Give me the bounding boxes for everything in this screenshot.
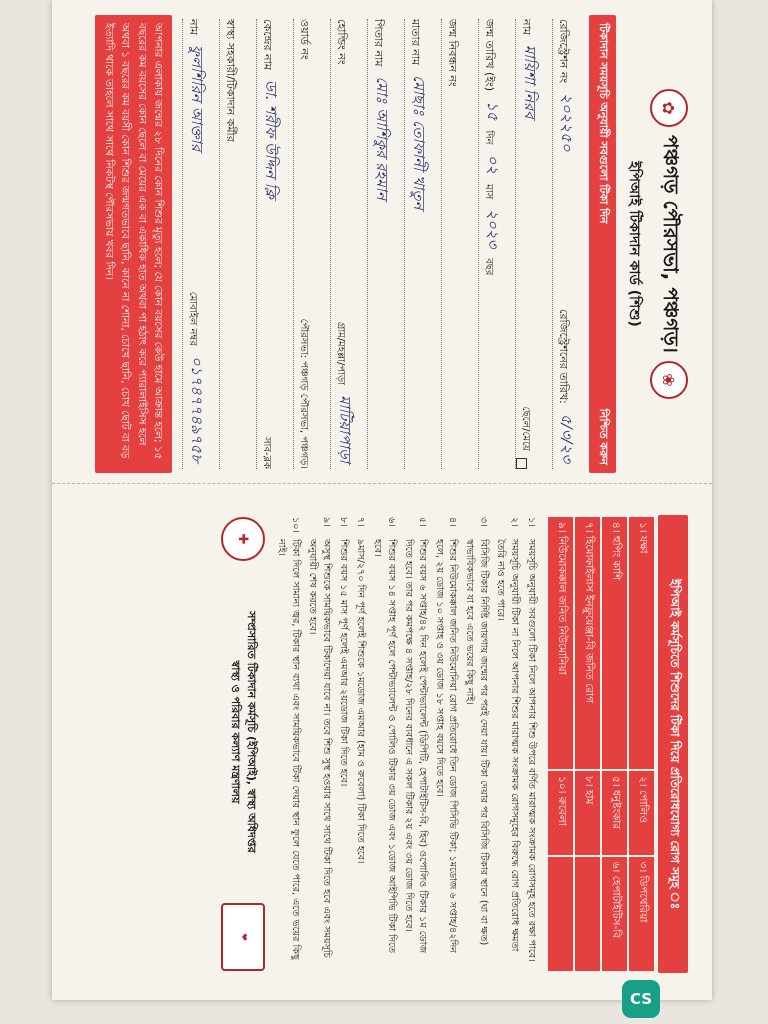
fold-line [52,483,712,484]
reg-label: রেজিস্ট্রেশন নং [557,19,570,84]
disease-cell [574,856,601,972]
contact-row [182,19,213,469]
municipality-seal-icon: ✿ [650,89,688,127]
mother-value: মোছাঃ তোফানী খাতুন [410,75,428,210]
mother-label: মাতার নাম [409,19,422,66]
list-item [275,517,303,971]
step-number: ৯। [321,517,333,527]
mobile-value: ০১৭৪৭৭৪৯৭৫৮ [188,355,206,463]
contact-name-label: নাম [187,19,200,35]
warning-box: আপনার এলাকায় জন্মের ২৮ দিনের কোন শিশুর মৃত্যু হলে; যে কোন বয়সের কেউ হামে আক্রান্ত হলে; ১৫ বছরের কম বয়সের কোন ছেলে বা মেয়ের এক বা একাধিক হাত অথবা পা হঠাৎ করে প্যারালাইসিস হলে অথবা ১ বছরের কম বয়সী কোন শিশুর জন্মগতভাবে ছানি, কানে না শোনা, চোখে ছানি, চোখ ছোট বা বড় ইত্যাদি থাকে তাহলে সাথে সাথে নিকটস্থ পৌরসভায় খবর দিন। [95,15,172,473]
disease-cell: ৩। ডিপথেরিয়া [628,856,655,972]
list-item [401,517,429,971]
list-item [370,517,398,971]
table-row [547,516,574,972]
step-text: শিশুর বয়স ৬ সপ্তাহ/৪২ দিন হলেই পেন্টাভ্যালেন্ট (ডিপিটি, হেপাটাইটিস-বি, হিব) ওপোলিও টিকার ১ম ডোজ দিতে হবে। তার পর কমপক্ষে ৪ সপ্তাহ/২৮ দিনের ব্যবধানে এ সকল টিকার ২য় এবং ৩য় ডোজ দিতে হবে। [402,539,428,954]
band-left-text: টিকাদান সময়সূচি অনুযায়ী সবগুলো টিকা দিন [597,23,610,224]
list-item [336,517,350,971]
father-label: পিতার নাম [372,19,385,67]
table-row [601,516,628,972]
gender-label: ছেলে/মেয়ে [520,406,531,451]
footer-line-1: সম্প্রসারিত টিকাদান কর্মসূচি (ইপিআই), স্বাস্থ্য অধিদপ্তর [245,611,259,853]
step-number: ১০। [290,517,302,533]
registration-row [552,19,583,469]
worker-label: স্বাস্থ্য সহকারী/টিকাদান কর্মীর [224,19,237,142]
card-front [72,9,692,479]
org-title: পঞ্চগড় পৌরসভা, পঞ্চগড়। [659,135,684,353]
list-item [432,517,460,971]
month-label: মাস [483,184,494,200]
name-label: নাম [520,19,533,35]
reg-date-value: ৫/৩/২৩ [558,413,576,463]
step-text: সময়সূচি অনুযায়ী সবগুলো টিকা নিলে আপনার শিশু উপরে বর্ণিত মারাত্মক সংক্রামক রোগসমূহ হতে রক্ষা পাবে। [526,539,537,962]
list-item [524,517,538,971]
dob-year: ২০২৩ [484,209,502,249]
disease-cell: ৬। হেপাটাইটিস-বি [601,856,628,972]
ward-row [293,19,324,469]
card-back [72,509,692,979]
card-title: ইপিআই টিকাদান কার্ড (শিশু) [626,161,642,327]
subblock-label: সাব-ব্লক [261,436,272,469]
table-row [574,516,601,972]
step-number: ৮। [338,517,350,527]
step-text: সময়সূচি অনুযায়ী টিকা না নিলে আপনার শিশুর মারাত্মক সংক্রামক রোগসমূহের বিরুদ্ধে রোগ প্রতিরোধ ক্ষমতা তৈরি নাও হতে পারে। [495,539,521,952]
band-right-text: নিশ্চিত করুন [597,408,610,465]
birth-reg-label: জন্ম নিবন্ধন নং [446,19,459,87]
ward-suffix: পৌরসভা: পঞ্চগড় পৌরসভা, পঞ্চগড়। [298,318,309,469]
dob-label: জন্ম তারিখ (ইং) [483,19,496,92]
disease-cell: ৮। হাম [574,770,601,856]
mother-row [404,19,435,469]
name-row [515,19,546,469]
village-value: মাটিয়াপাড়া [336,395,354,463]
step-text: অসুস্থ শিশুকে সাময়িকভাবে টিকাদেয়া যাবে না। তবে শিশু সুস্থ হওয়ার সাথে সাথে টিকা দিতে হবে এবং সময়সূচি অনুযায়ী শেষ করতে হবে। [307,539,333,958]
ward-label: ওয়ার্ড নং [298,19,311,60]
schedule-band [589,15,616,473]
step-text: শিশুর বয়স ১৫ মাস পূর্ণ হলেই এমআর ২য়ডোজ টিকা দিতে হবে। [338,539,350,787]
disease-cell [547,856,574,972]
disease-cell: ৫। ধনুষ্টংকার [601,770,628,856]
gender-checkbox [516,458,527,469]
list-item [462,517,490,971]
epi-emblem-icon: ✚ [221,517,265,561]
footer-text [226,571,259,893]
diseases-title: ইপিআই কর্মসূচিতে শিশুদের টিকা দিয়ে প্রতিরোধযোগ্য রোগ সমূহ ঃ [658,515,688,973]
center-label: কেন্দ্রের নাম [261,19,274,70]
card-header [650,9,688,479]
mobile-label: মোবাইল নম্বর [187,291,198,346]
dob-month: ০২ [484,154,502,175]
disease-cell: ১০। রুবেলা [547,770,574,856]
instruction-list [275,509,538,979]
list-item [305,517,333,971]
step-text: বিসিজি টিকার নির্দিষ্ট জায়গায় জন্মের পর পরই দেয়া যায়। টিকা দেয়ার পর বিসিজি টিকার স্থানে (ঘা বা ক্ষত) স্বাভাবিকভাবে যা হবে এতে ভয়ের কিছু নাই। [464,539,490,946]
step-number: ৩। [478,517,490,527]
step-text: ৯মাস/২৭০ দিন পূর্ণ হলেই শিশুকে ১মডোজ এমআর (হাম ও রুবেলা) টিকা দিতে হবে। [355,539,367,864]
father-row [367,19,398,469]
step-text: শিশুর নিউমোকক্কাল জনিত নিউমোনিয়া রোগ প্রতিরোধে তিন ডোজ পিসিভি টিকা; ১মডোজ ৬ সপ্তাহ/৪২দিন হলে, ২য় ডোজ ১০ সপ্তাহ ও ৩য় ডোজ ১৮ সপ্তাহ বয়সে দিতে হবে। [433,539,459,953]
list-item [353,517,367,971]
list-item [493,517,521,971]
year-label: বছর [483,258,494,276]
step-text: শিশুর বয়স ১৪ সপ্তাহ পূর্ণ হলে পেন্টাভ্যালেন্ট ও পোলিও টিকার ৩য় ডোজ এবং ১ডোজ আইপিভি টিকা দিতে হবে। [371,539,397,954]
table-row [628,516,655,972]
dob-row [478,19,509,469]
disease-cell: ৯। নিউমোকক্কাল জনিত নিউমোনিয়া [547,516,574,770]
village-label: গ্রাম/মহল্লা/পাড়া [335,321,346,386]
birth-reg-row [441,19,472,469]
contact-name-value: ফুলশিরিন আক্তার [188,44,206,152]
reg-value: ২০২২৫০ [558,93,576,152]
scanned-card [52,0,712,1000]
step-number: ৫। [416,517,428,527]
disease-cell: ২। পোলিও [628,770,655,856]
address-row [330,19,361,469]
reg-date-label: রেজিস্ট্রেশনের তারিখ: [557,309,570,404]
day-label: দিন [483,130,494,145]
step-number: ৬। [385,517,397,527]
dob-day: ১৫ [484,101,502,121]
worker-row [219,19,250,469]
center-row [256,19,287,469]
footer [221,517,265,971]
center-value: ডা. শরীফ উদ্দিন ক্লি [262,79,280,199]
disease-cell: ৭। হিমোফাইলাস ইনফ্লুয়েঞ্জা-বি জনিত রোগ [574,516,601,770]
holding-label: হোল্ডিং নং [335,19,348,65]
step-number: ৭। [355,517,367,527]
diseases-table [546,515,656,973]
disease-cell: ৪। হুপিং কাশি [601,516,628,770]
step-number: ১। [526,517,537,527]
step-number: ২। [509,517,521,527]
footer-line-2: স্বাস্থ্য ও পরিবার কল্যাণ মন্ত্রণালয় [228,660,242,804]
health-dept-logo-icon: ❤ [221,903,265,971]
step-number: ৪। [447,517,459,527]
camscanner-logo-icon: CS [622,980,660,1018]
govt-seal-icon: ❀ [650,361,688,399]
name-value: মায়িশা নিরব [521,44,539,119]
disease-cell: ১। যক্ষা [628,516,655,770]
card-fields [182,9,589,479]
step-text: টিকা দিলে সামান্য জ্বর, টিকার স্থান ব্যথা এবং সাময়িকভাবে টিকা দেয়ার স্থান ফুলে যেতে পারে, এতে ভয়ের কিছু নাই। [276,539,302,960]
father-value: মোঃ আশিকুর রহমান [373,76,391,200]
